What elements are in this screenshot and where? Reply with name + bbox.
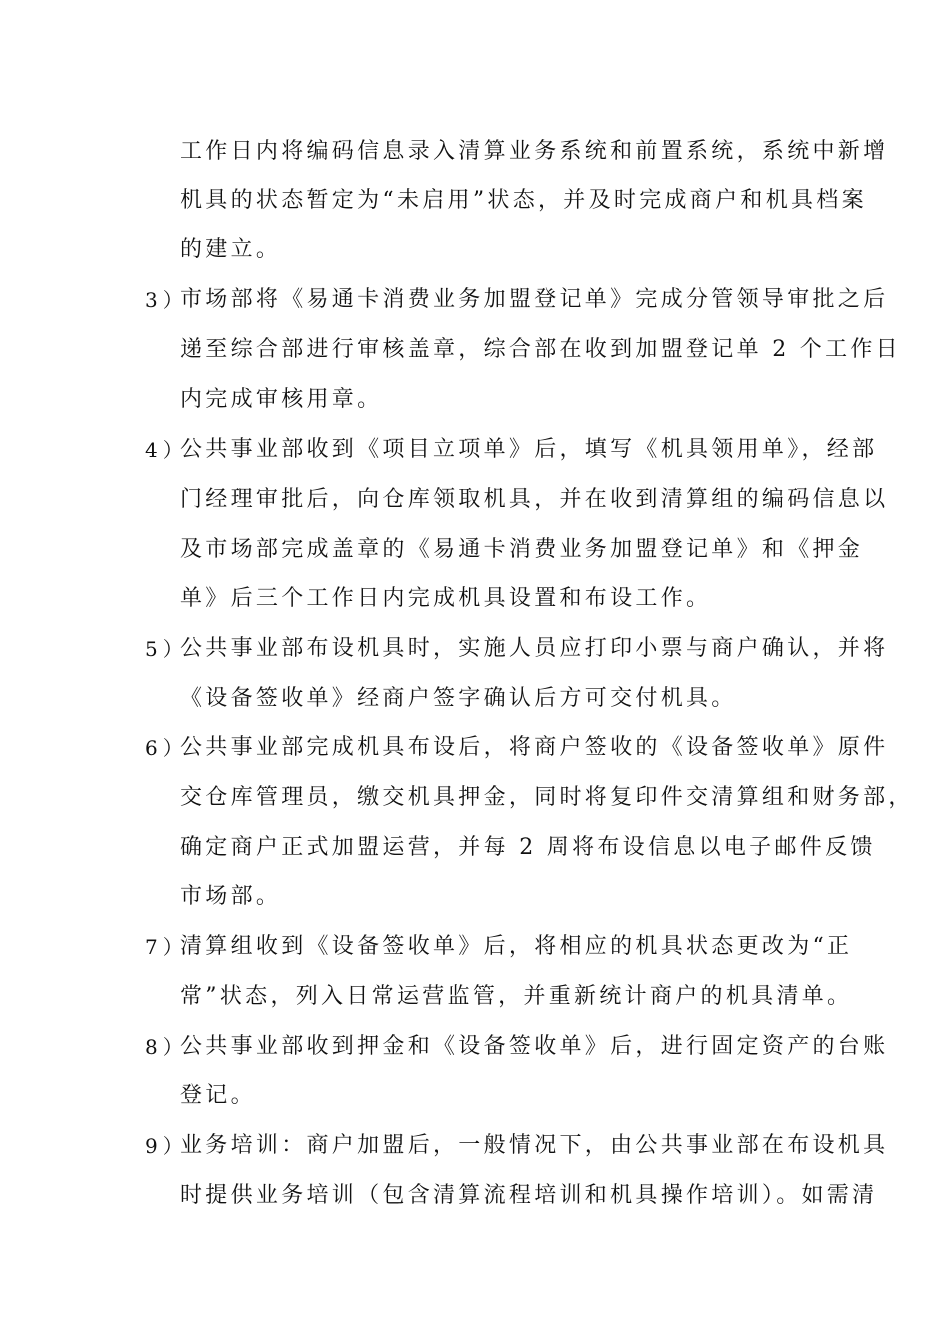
item-6-number: 6） [145,736,188,760]
item-4-line-1: 公共事业部收到《项目立项单》后，填写《机具领用单》，经部 [180,437,878,462]
item-4-line-2: 门经理审批后，向仓库领取机具，并在收到清算组的编码信息以 [180,487,889,512]
item-7-number: 7） [145,935,188,959]
item-9-line-2: 时提供业务培训（包含清算流程培训和机具操作培训）。如需清 [180,1183,878,1208]
item-6-line-3: 确定商户正式加盟运营，并每 2 周将布设信息以电子邮件反馈 [180,835,876,860]
item-8-number: 8） [145,1035,188,1059]
item-8-line-2: 登记。 [180,1083,256,1108]
item-8-line-1: 公共事业部收到押金和《设备签收单》后，进行固定资产的台账 [180,1034,889,1059]
item-3-line-2: 递至综合部进行审核盖章，综合部在收到加盟登记单 2 个工作日 [180,337,901,362]
item-5-line-2: 《设备签收单》经商户签字确认后方可交付机具。 [180,686,737,711]
intro-line-2: 机具的状态暂定为“未启用”状态，并及时完成商户和机具档案 [180,188,867,213]
intro-line-1: 工作日内将编码信息录入清算业务系统和前置系统，系统中新增 [180,139,889,164]
item-7-line-1: 清算组收到《设备签收单》后，将相应的机具状态更改为“正 [180,934,853,959]
item-7-line-2: 常”状态，列入日常运营监管，并重新统计商户的机具清单。 [180,984,853,1009]
item-5-line-1: 公共事业部布设机具时，实施人员应打印小票与商户确认，并将 [180,636,889,661]
item-5-number: 5） [145,637,188,661]
item-4-line-3: 及市场部完成盖章的《易通卡消费业务加盟登记单》和《押金 [180,537,864,562]
item-3-number: 3） [145,288,188,312]
item-9-line-1: 业务培训：商户加盟后，一般情况下，由公共事业部在布设机具 [180,1133,889,1158]
item-6-line-2: 交仓库管理员，缴交机具押金，同时将复印件交清算组和财务部， [180,785,914,810]
item-6-line-4: 市场部。 [180,884,282,909]
item-3-line-3: 内完成审核用章。 [180,387,383,412]
item-6-line-1: 公共事业部完成机具布设后，将商户签收的《设备签收单》原件 [180,735,889,760]
item-4-line-4: 单》后三个工作日内完成机具设置和布设工作。 [180,586,712,611]
item-4-number: 4） [145,438,188,462]
intro-line-3: 的建立。 [180,237,282,262]
item-3-line-1: 市场部将《易通卡消费业务加盟登记单》完成分管领导审批之后 [180,287,889,312]
item-9-number: 9） [145,1134,188,1158]
